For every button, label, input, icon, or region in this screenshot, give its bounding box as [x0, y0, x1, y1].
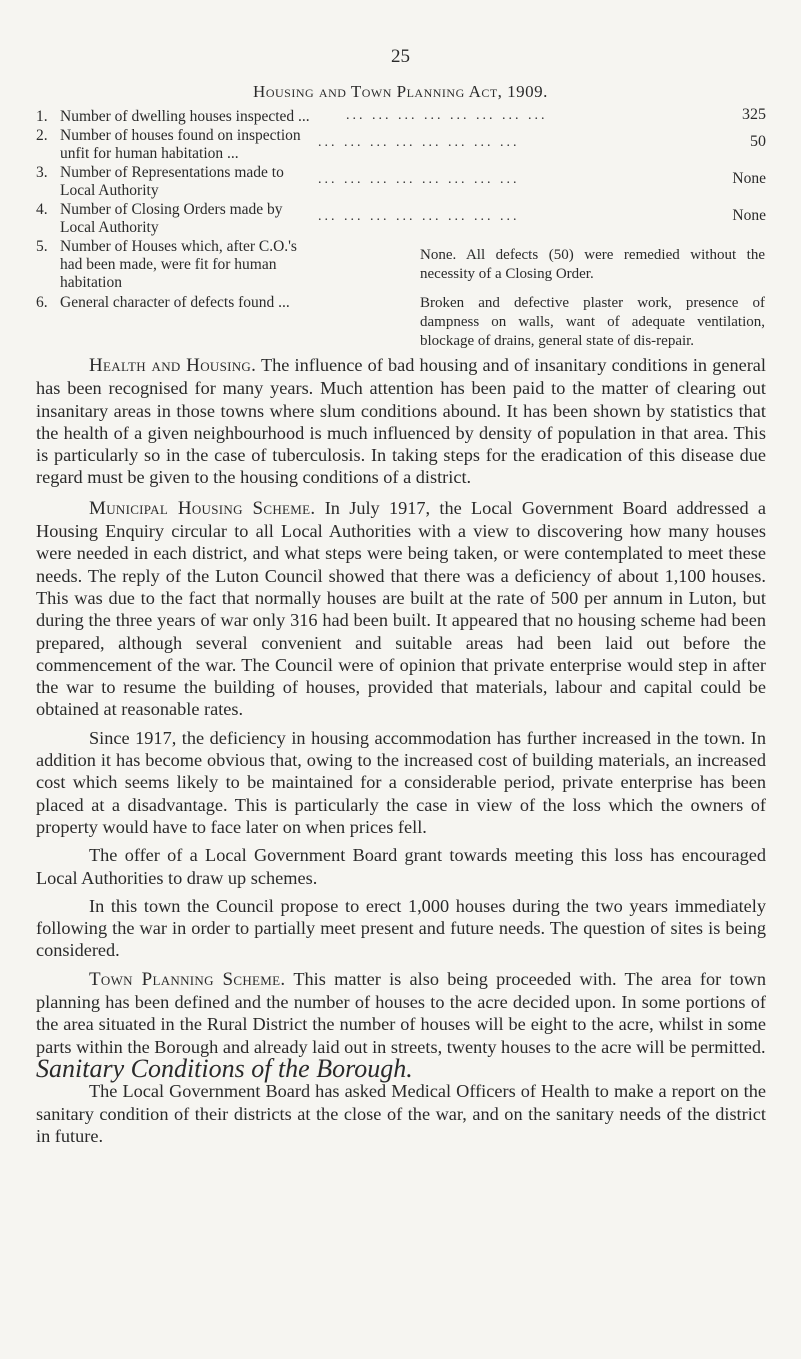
leader-dots: ... ... ... ... ... ... ... ... — [318, 135, 520, 150]
item-answer: None — [732, 170, 766, 187]
item-number: 5. — [36, 238, 48, 255]
item-label: Number of houses found on inspection unfit for human habitation ... — [60, 127, 301, 162]
leader-dots: ... ... ... ... ... ... ... ... — [318, 172, 520, 187]
item-number: 6. — [36, 294, 48, 311]
item-answer: None. All defects (50) were remedied without the necessity of a Closing Order. — [420, 247, 765, 282]
health-paragraph — [36, 354, 766, 489]
item-number: 1. — [36, 108, 48, 125]
health-title: Health and Housing. — [89, 355, 257, 376]
item-answer: Broken and defective plaster work, presence of dampness on walls, want of adequate ventilation, blockage of drains, general state of dis-repair. — [420, 295, 765, 349]
item-label: Number of Closing Orders made by Local Authority — [60, 201, 283, 236]
item-number: 4. — [36, 201, 48, 218]
item-answer: 325 — [742, 106, 766, 123]
town-paragraph — [36, 968, 766, 1058]
council-paragraph: In this town the Council propose to erect 1,000 houses during the two years immediately following the war in order to partially meet present and future needs. The question of sites is being considered. — [36, 895, 766, 961]
item-number: 2. — [36, 127, 48, 144]
leader-dots: ... ... ... ... ... ... ... ... — [346, 108, 548, 123]
item-answer: None — [732, 207, 766, 224]
municipal-title: Municipal Housing Scheme. — [89, 497, 316, 519]
item-label: Number of Houses which, after C.O.'s had been made, were fit for human habitation — [60, 238, 297, 291]
town-title: Town Planning Scheme. — [89, 968, 286, 990]
sanitary-title: Sanitary Conditions of the Borough. — [36, 1053, 413, 1083]
municipal-text: In July 1917, the Local Government Board addressed a Housing Enquiry circular to all Local Authorities with a view to discovering how many houses were needed in each district, and what steps were being taken, or were contemplated to meet these needs. The reply of the Luton Council showed that there was a deficiency of about 1,100 houses. This was due to the fact that normally houses are built at the rate of 500 per annum in Luton, but during the three years of war only 316 had been built. It appeared that no housing scheme had been prepared, although several convenient and suitable areas had been laid out before the commencement of the war. The Council were of opinion that private enterprise would step in after the war to resume the building of houses, provided that materials, labour and capital could be obtained at reasonable rates. — [36, 497, 766, 720]
municipal-paragraph — [36, 497, 766, 721]
sanitary-paragraph: The Local Government Board has asked Medical Officers of Health to make a report on the sanitary condition of their districts at the close of the war, and on the sanitary needs of the district in future. — [36, 1081, 766, 1146]
since-paragraph: Since 1917, the deficiency in housing accommodation has further increased in the town. In addition it has become obvious that, owing to the increased cost of building materials, an increased cost which seems likely to be maintained for a considerable period, private enterprise has been placed at a disadvantage. This is particularly the case in view of the loss which the owners of property would have to face later on when prices fell. — [36, 727, 766, 837]
page-number: 25 — [391, 46, 410, 67]
offer-paragraph: The offer of a Local Government Board grant towards meeting this loss has encouraged Local Authorities to draw up schemes. — [36, 845, 766, 888]
item-label: Number of dwelling houses inspected ... — [60, 108, 310, 125]
body-text — [36, 354, 766, 1147]
item-answer: 50 — [750, 133, 766, 150]
health-text: The influence of bad housing and of insanitary conditions in general has been recognised for many years. Much attention has been paid to the matter of clearing out insanitary areas in those towns where slum conditions abound. It has been shown by statistics that the health of a given neighbourhood is much influenced by density of population in that area. This is particularly so in the case of tuberculosis. In taking steps for the eradication of this disease due regard must be given to the housing conditions of a district. — [36, 355, 766, 488]
town-text: This matter is also being proceeded with. The area for town planning has been defined and the number of houses to the acre decided upon. In some portions of the area situated in the Rural District the number of houses will be eight to the acre, whilst in some parts within the Borough and already laid out in streets, twenty houses to the acre will be permitted. — [36, 968, 767, 1057]
act-heading: Housing and Town Planning Act, 1909. — [253, 82, 548, 101]
item-label: Number of Representations made to Local Authority — [60, 164, 284, 199]
item-label: General character of defects found ... — [60, 294, 290, 311]
item-number: 3. — [36, 164, 48, 181]
leader-dots: ... ... ... ... ... ... ... ... — [318, 209, 520, 224]
